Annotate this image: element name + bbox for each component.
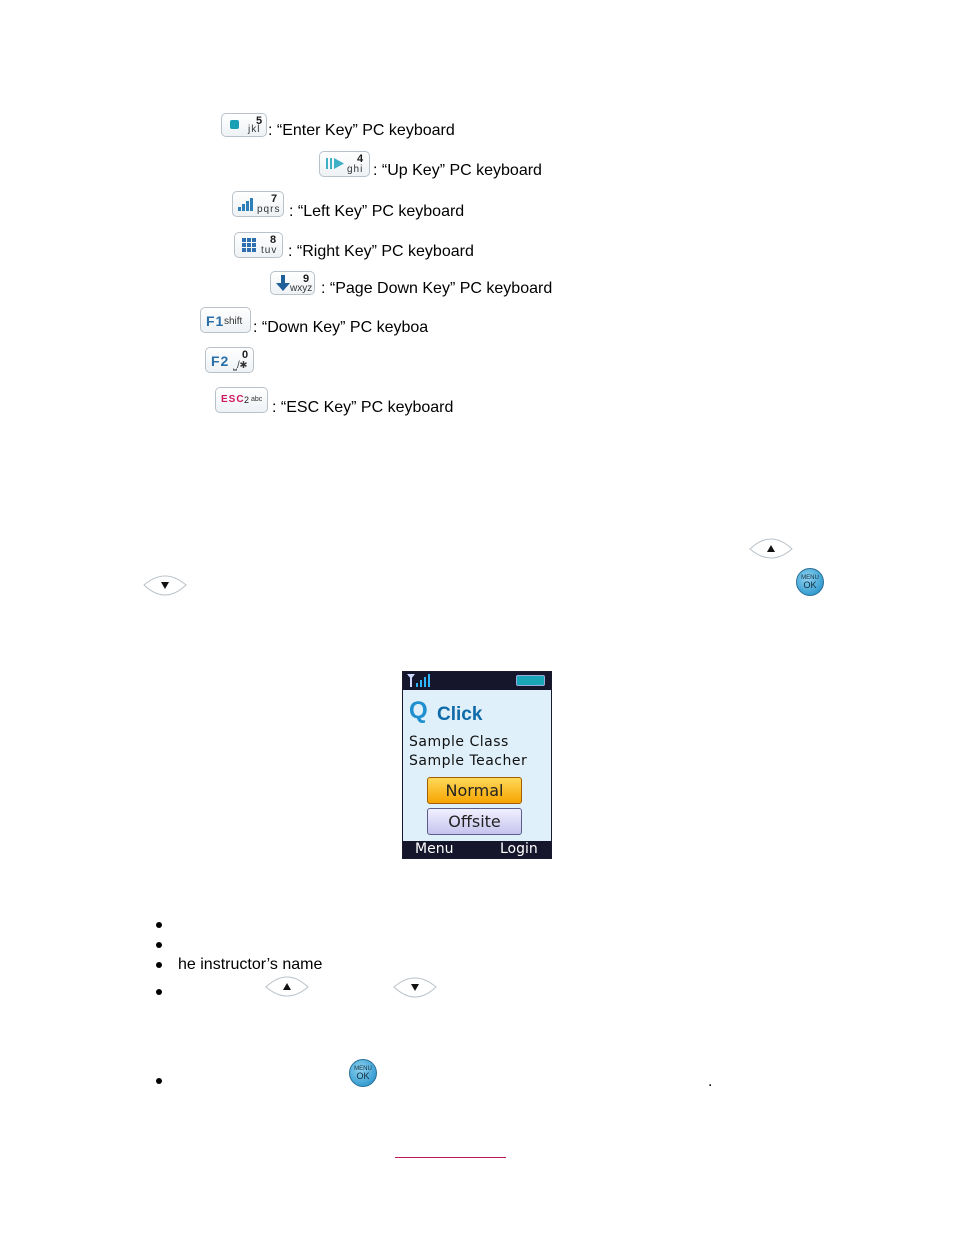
down-arrow-glyph-icon — [276, 275, 290, 291]
key-number: 9 — [303, 273, 310, 285]
grid-glyph-icon — [242, 238, 256, 252]
key-letters: ghi — [347, 164, 364, 175]
instructor-name-item: he instructor’s name — [178, 956, 323, 973]
key-f1-shift-icon — [200, 307, 251, 333]
offsite-button[interactable]: Offsite — [427, 808, 522, 835]
key-number: 4 — [357, 153, 364, 165]
key-label: ESC — [221, 394, 245, 405]
key-7-pqrs-icon — [232, 191, 284, 217]
key-f2-0-icon — [205, 347, 254, 373]
key-label: F2 — [211, 353, 230, 369]
key-number: 5 — [256, 115, 263, 127]
login-softkey[interactable]: Login — [500, 841, 538, 857]
key-letters: tuv — [261, 245, 278, 256]
key-sub-label: ⎵/✱ — [233, 360, 248, 371]
signal-bars-icon — [238, 198, 256, 212]
menu-label: MENU — [354, 1066, 372, 1072]
key-letters: jkl — [248, 124, 261, 135]
key-5-jkl-icon — [221, 113, 267, 137]
ok-label: OK — [356, 1071, 370, 1081]
enter-key-description: : “Enter Key” PC keyboard — [268, 122, 455, 139]
qclick-logo-q: Q — [409, 697, 428, 724]
down-navigation-button-icon — [392, 975, 438, 999]
key-4-ghi-icon — [319, 151, 370, 177]
bullet-1 — [156, 922, 162, 928]
sentence-end-period: . — [708, 1073, 713, 1090]
page-down-key-description: : “Page Down Key” PC keyboard — [321, 280, 553, 297]
key-number: 0 — [242, 349, 249, 361]
menu-ok-button-icon — [349, 1059, 377, 1087]
bullet-2 — [156, 942, 162, 948]
battery-icon — [516, 675, 545, 686]
menu-label: MENU — [801, 575, 819, 581]
class-name: Sample Class — [409, 734, 509, 750]
qclick-logo-text: Click — [437, 704, 483, 725]
square-glyph-icon — [230, 120, 239, 129]
esc-key-description: : “ESC Key” PC keyboard — [272, 399, 454, 416]
phone-login-screen — [402, 671, 552, 859]
key-number: 8 — [270, 234, 277, 246]
right-key-description: : “Right Key” PC keyboard — [288, 243, 474, 260]
key-sub-label: abc — [251, 396, 263, 403]
up-navigation-button-icon — [748, 537, 794, 561]
bullet-4 — [156, 989, 162, 995]
key-9-wxyz-icon — [270, 271, 315, 295]
menu-ok-button-icon — [796, 568, 824, 596]
ok-label: OK — [803, 580, 817, 590]
key-sub-label: shift — [224, 316, 243, 327]
key-label: F1 — [206, 313, 225, 329]
left-key-description: : “Left Key” PC keyboard — [289, 203, 465, 220]
down-key-description: : “Down Key” PC keyboa — [253, 319, 429, 336]
signal-strength-icon — [407, 674, 433, 688]
key-number: 2 — [244, 395, 250, 405]
key-letters: wxyz — [290, 283, 313, 294]
normal-button[interactable]: Normal — [427, 777, 522, 804]
key-esc-2-icon — [215, 387, 268, 413]
hyperlink-underline[interactable] — [395, 1157, 506, 1158]
key-letters: pqrs — [257, 204, 281, 215]
bullet-3 — [156, 962, 162, 968]
teacher-name: Sample Teacher — [409, 753, 528, 769]
key-number: 7 — [271, 193, 278, 205]
up-key-description: : “Up Key” PC keyboard — [373, 162, 542, 179]
up-navigation-button-icon — [264, 975, 310, 999]
key-8-tuv-icon — [234, 232, 283, 258]
menu-softkey[interactable]: Menu — [415, 841, 454, 857]
bullet-5 — [156, 1078, 162, 1084]
play-glyph-icon — [326, 157, 346, 171]
down-navigation-button-icon — [142, 573, 188, 597]
